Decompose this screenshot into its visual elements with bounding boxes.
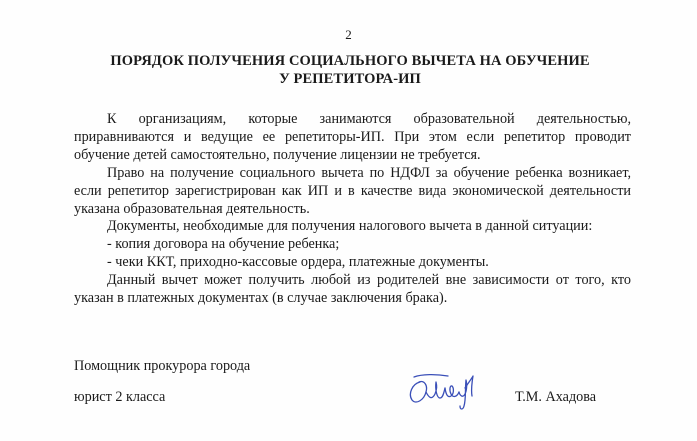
title-line-2: У РЕПЕТИТОРА-ИП xyxy=(279,71,421,87)
signer-rank: юрист 2 класса xyxy=(74,389,166,405)
paragraph-1: К организациям, которые занимаются образовательной деятельностью, приравниваются и ведущие ее репетиторы-ИП. При этом если репетитор проводит обучение детей самостоятельно, получение лицензии не требуется. xyxy=(74,111,631,163)
paragraph-3: Документы, необходимые для получения налогового вычета в данной ситуации: xyxy=(107,218,593,235)
list-item-2: - чеки ККТ, приходно-кассовые ордера, платежные документы. xyxy=(107,254,489,271)
title-line-1: ПОРЯДОК ПОЛУЧЕНИЯ СОЦИАЛЬНОГО ВЫЧЕТА НА ОБУЧЕНИЕ xyxy=(110,53,590,69)
signer-position: Помощник прокурора города xyxy=(74,358,251,374)
document-body xyxy=(74,111,631,308)
handwritten-signature xyxy=(402,368,490,412)
page-number: 2 xyxy=(345,27,352,42)
list-item-1: - копия договора на обучение ребенка; xyxy=(107,236,340,253)
document-title xyxy=(60,52,640,88)
signer-name: Т.М. Ахадова xyxy=(515,389,597,405)
paragraph-2: Право на получение социального вычета по НДФЛ за обучение ребенка возникает, если репетитор зарегистрирован как ИП и в качестве вида экономической деятельности указана образовательная деятельность. xyxy=(74,164,631,217)
paragraph-4: Данный вычет может получить любой из родителей вне зависимости от того, кто указан в платежных документах (в случае заключения брака). xyxy=(74,272,631,307)
